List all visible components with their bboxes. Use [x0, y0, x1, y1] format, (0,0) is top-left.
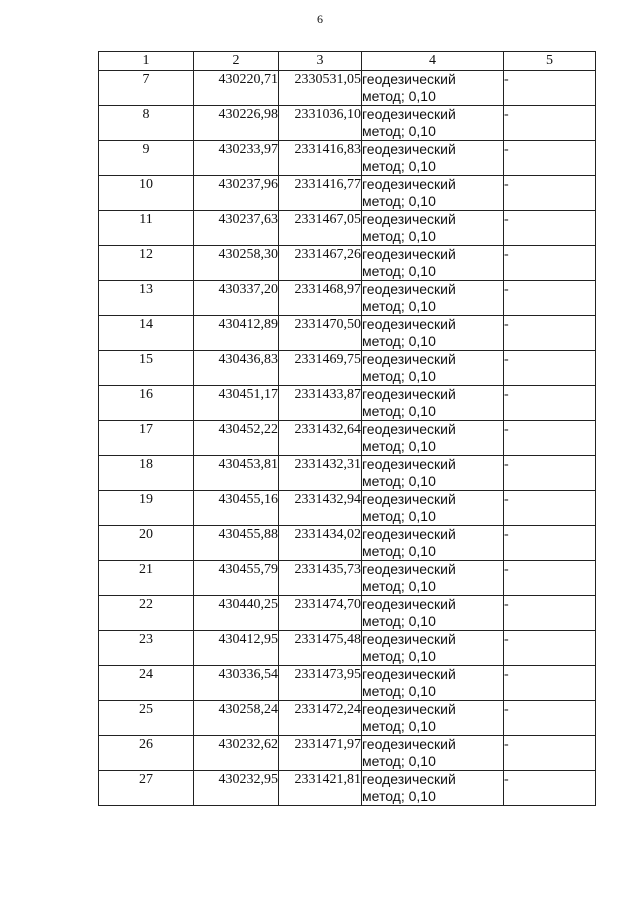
- y-coordinate-cell: 2331421,81: [279, 771, 362, 806]
- header-row: [99, 52, 596, 71]
- point-number-cell: 27: [99, 771, 194, 806]
- method-line-1: геодезический: [362, 456, 456, 472]
- method-line-1: геодезический: [362, 771, 456, 787]
- note-cell: -: [504, 421, 596, 456]
- method-cell: [362, 596, 504, 631]
- method-cell: [362, 71, 504, 106]
- y-coordinate-cell: 2331467,05: [279, 211, 362, 246]
- method-line-1: геодезический: [362, 246, 456, 262]
- y-coordinate-cell: 2331475,48: [279, 631, 362, 666]
- table-row: [99, 351, 596, 386]
- table-row: [99, 211, 596, 246]
- method-line-1: геодезический: [362, 281, 456, 297]
- table-row: [99, 421, 596, 456]
- note-cell: -: [504, 666, 596, 701]
- x-coordinate-cell: 430237,96: [194, 176, 279, 211]
- table-row: [99, 491, 596, 526]
- method-line-2: метод; 0,10: [362, 543, 436, 559]
- coordinates-table: [98, 51, 596, 806]
- x-coordinate-cell: 430226,98: [194, 106, 279, 141]
- method-line-2: метод; 0,10: [362, 228, 436, 244]
- note-cell: -: [504, 631, 596, 666]
- point-number-cell: 17: [99, 421, 194, 456]
- point-number-cell: 14: [99, 316, 194, 351]
- x-coordinate-cell: 430451,17: [194, 386, 279, 421]
- x-coordinate-cell: 430336,54: [194, 666, 279, 701]
- method-line-1: геодезический: [362, 631, 456, 647]
- point-number-cell: 16: [99, 386, 194, 421]
- method-cell: [362, 736, 504, 771]
- note-cell: -: [504, 456, 596, 491]
- point-number-cell: 25: [99, 701, 194, 736]
- y-coordinate-cell: 2331435,73: [279, 561, 362, 596]
- x-coordinate-cell: 430440,25: [194, 596, 279, 631]
- method-line-2: метод; 0,10: [362, 158, 436, 174]
- y-coordinate-cell: 2331036,10: [279, 106, 362, 141]
- method-cell: [362, 246, 504, 281]
- method-cell: [362, 456, 504, 491]
- y-coordinate-cell: 2331472,24: [279, 701, 362, 736]
- method-line-2: метод; 0,10: [362, 613, 436, 629]
- method-line-2: метод; 0,10: [362, 683, 436, 699]
- x-coordinate-cell: 430232,62: [194, 736, 279, 771]
- method-cell: [362, 631, 504, 666]
- x-coordinate-cell: 430436,83: [194, 351, 279, 386]
- point-number-cell: 20: [99, 526, 194, 561]
- method-line-1: геодезический: [362, 176, 456, 192]
- table-row: [99, 771, 596, 806]
- point-number-cell: 10: [99, 176, 194, 211]
- method-line-2: метод; 0,10: [362, 578, 436, 594]
- note-cell: -: [504, 141, 596, 176]
- y-coordinate-cell: 2331432,94: [279, 491, 362, 526]
- header-col-5: 5: [504, 52, 596, 71]
- note-cell: -: [504, 561, 596, 596]
- point-number-cell: 24: [99, 666, 194, 701]
- y-coordinate-cell: 2331474,70: [279, 596, 362, 631]
- method-line-1: геодезический: [362, 596, 456, 612]
- header-col-1: 1: [99, 52, 194, 71]
- method-line-2: метод; 0,10: [362, 193, 436, 209]
- note-cell: -: [504, 701, 596, 736]
- method-line-2: метод; 0,10: [362, 438, 436, 454]
- y-coordinate-cell: 2330531,05: [279, 71, 362, 106]
- x-coordinate-cell: 430455,88: [194, 526, 279, 561]
- method-cell: [362, 666, 504, 701]
- x-coordinate-cell: 430258,24: [194, 701, 279, 736]
- y-coordinate-cell: 2331473,95: [279, 666, 362, 701]
- y-coordinate-cell: 2331471,97: [279, 736, 362, 771]
- y-coordinate-cell: 2331432,64: [279, 421, 362, 456]
- method-cell: [362, 526, 504, 561]
- method-line-1: геодезический: [362, 211, 456, 227]
- table-header: [99, 52, 596, 71]
- x-coordinate-cell: 430455,79: [194, 561, 279, 596]
- method-line-1: геодезический: [362, 106, 456, 122]
- point-number-cell: 23: [99, 631, 194, 666]
- x-coordinate-cell: 430237,63: [194, 211, 279, 246]
- note-cell: -: [504, 771, 596, 806]
- method-line-2: метод; 0,10: [362, 648, 436, 664]
- point-number-cell: 13: [99, 281, 194, 316]
- table-row: [99, 71, 596, 106]
- table-row: [99, 666, 596, 701]
- x-coordinate-cell: 430455,16: [194, 491, 279, 526]
- note-cell: -: [504, 736, 596, 771]
- method-cell: [362, 491, 504, 526]
- point-number-cell: 18: [99, 456, 194, 491]
- x-coordinate-cell: 430453,81: [194, 456, 279, 491]
- table-row: [99, 701, 596, 736]
- table-row: [99, 141, 596, 176]
- note-cell: -: [504, 386, 596, 421]
- x-coordinate-cell: 430233,97: [194, 141, 279, 176]
- method-line-2: метод; 0,10: [362, 298, 436, 314]
- table-row: [99, 176, 596, 211]
- method-line-2: метод; 0,10: [362, 753, 436, 769]
- y-coordinate-cell: 2331432,31: [279, 456, 362, 491]
- point-number-cell: 26: [99, 736, 194, 771]
- method-line-1: геодезический: [362, 561, 456, 577]
- table-row: [99, 246, 596, 281]
- method-line-2: метод; 0,10: [362, 403, 436, 419]
- table-row: [99, 386, 596, 421]
- x-coordinate-cell: 430232,95: [194, 771, 279, 806]
- method-cell: [362, 561, 504, 596]
- method-line-1: геодезический: [362, 701, 456, 717]
- x-coordinate-cell: 430452,22: [194, 421, 279, 456]
- table-row: [99, 456, 596, 491]
- method-line-2: метод; 0,10: [362, 263, 436, 279]
- point-number-cell: 7: [99, 71, 194, 106]
- y-coordinate-cell: 2331467,26: [279, 246, 362, 281]
- method-line-1: геодезический: [362, 526, 456, 542]
- method-line-1: геодезический: [362, 491, 456, 507]
- point-number-cell: 21: [99, 561, 194, 596]
- y-coordinate-cell: 2331434,02: [279, 526, 362, 561]
- x-coordinate-cell: 430412,89: [194, 316, 279, 351]
- point-number-cell: 11: [99, 211, 194, 246]
- note-cell: -: [504, 526, 596, 561]
- method-line-1: геодезический: [362, 71, 456, 87]
- table-row: [99, 561, 596, 596]
- note-cell: -: [504, 281, 596, 316]
- method-line-1: геодезический: [362, 316, 456, 332]
- point-number-cell: 8: [99, 106, 194, 141]
- point-number-cell: 9: [99, 141, 194, 176]
- table-row: [99, 106, 596, 141]
- note-cell: -: [504, 491, 596, 526]
- y-coordinate-cell: 2331433,87: [279, 386, 362, 421]
- method-line-1: геодезический: [362, 666, 456, 682]
- point-number-cell: 15: [99, 351, 194, 386]
- point-number-cell: 19: [99, 491, 194, 526]
- point-number-cell: 22: [99, 596, 194, 631]
- table-row: [99, 526, 596, 561]
- note-cell: -: [504, 351, 596, 386]
- method-cell: [362, 281, 504, 316]
- method-cell: [362, 701, 504, 736]
- point-number-cell: 12: [99, 246, 194, 281]
- x-coordinate-cell: 430258,30: [194, 246, 279, 281]
- x-coordinate-cell: 430337,20: [194, 281, 279, 316]
- note-cell: -: [504, 106, 596, 141]
- method-line-1: геодезический: [362, 141, 456, 157]
- method-line-2: метод; 0,10: [362, 788, 436, 804]
- table-body: [99, 71, 596, 806]
- method-cell: [362, 421, 504, 456]
- table-row: [99, 316, 596, 351]
- table-row: [99, 596, 596, 631]
- method-cell: [362, 351, 504, 386]
- y-coordinate-cell: 2331470,50: [279, 316, 362, 351]
- method-cell: [362, 771, 504, 806]
- table-row: [99, 281, 596, 316]
- method-cell: [362, 211, 504, 246]
- page-number: 6: [317, 12, 323, 26]
- y-coordinate-cell: 2331416,77: [279, 176, 362, 211]
- x-coordinate-cell: 430220,71: [194, 71, 279, 106]
- x-coordinate-cell: 430412,95: [194, 631, 279, 666]
- note-cell: -: [504, 211, 596, 246]
- method-line-2: метод; 0,10: [362, 718, 436, 734]
- method-cell: [362, 106, 504, 141]
- y-coordinate-cell: 2331416,83: [279, 141, 362, 176]
- note-cell: -: [504, 316, 596, 351]
- method-line-2: метод; 0,10: [362, 123, 436, 139]
- header-col-4: 4: [362, 52, 504, 71]
- method-line-2: метод; 0,10: [362, 368, 436, 384]
- header-col-3: 3: [279, 52, 362, 71]
- table-row: [99, 631, 596, 666]
- header-col-2: 2: [194, 52, 279, 71]
- method-line-2: метод; 0,10: [362, 333, 436, 349]
- method-cell: [362, 386, 504, 421]
- method-cell: [362, 141, 504, 176]
- note-cell: -: [504, 176, 596, 211]
- method-line-1: геодезический: [362, 421, 456, 437]
- y-coordinate-cell: 2331468,97: [279, 281, 362, 316]
- method-line-2: метод; 0,10: [362, 508, 436, 524]
- y-coordinate-cell: 2331469,75: [279, 351, 362, 386]
- table-row: [99, 736, 596, 771]
- method-line-1: геодезический: [362, 736, 456, 752]
- note-cell: -: [504, 596, 596, 631]
- method-line-1: геодезический: [362, 386, 456, 402]
- method-line-2: метод; 0,10: [362, 88, 436, 104]
- method-line-2: метод; 0,10: [362, 473, 436, 489]
- note-cell: -: [504, 71, 596, 106]
- method-line-1: геодезический: [362, 351, 456, 367]
- method-cell: [362, 316, 504, 351]
- note-cell: -: [504, 246, 596, 281]
- method-cell: [362, 176, 504, 211]
